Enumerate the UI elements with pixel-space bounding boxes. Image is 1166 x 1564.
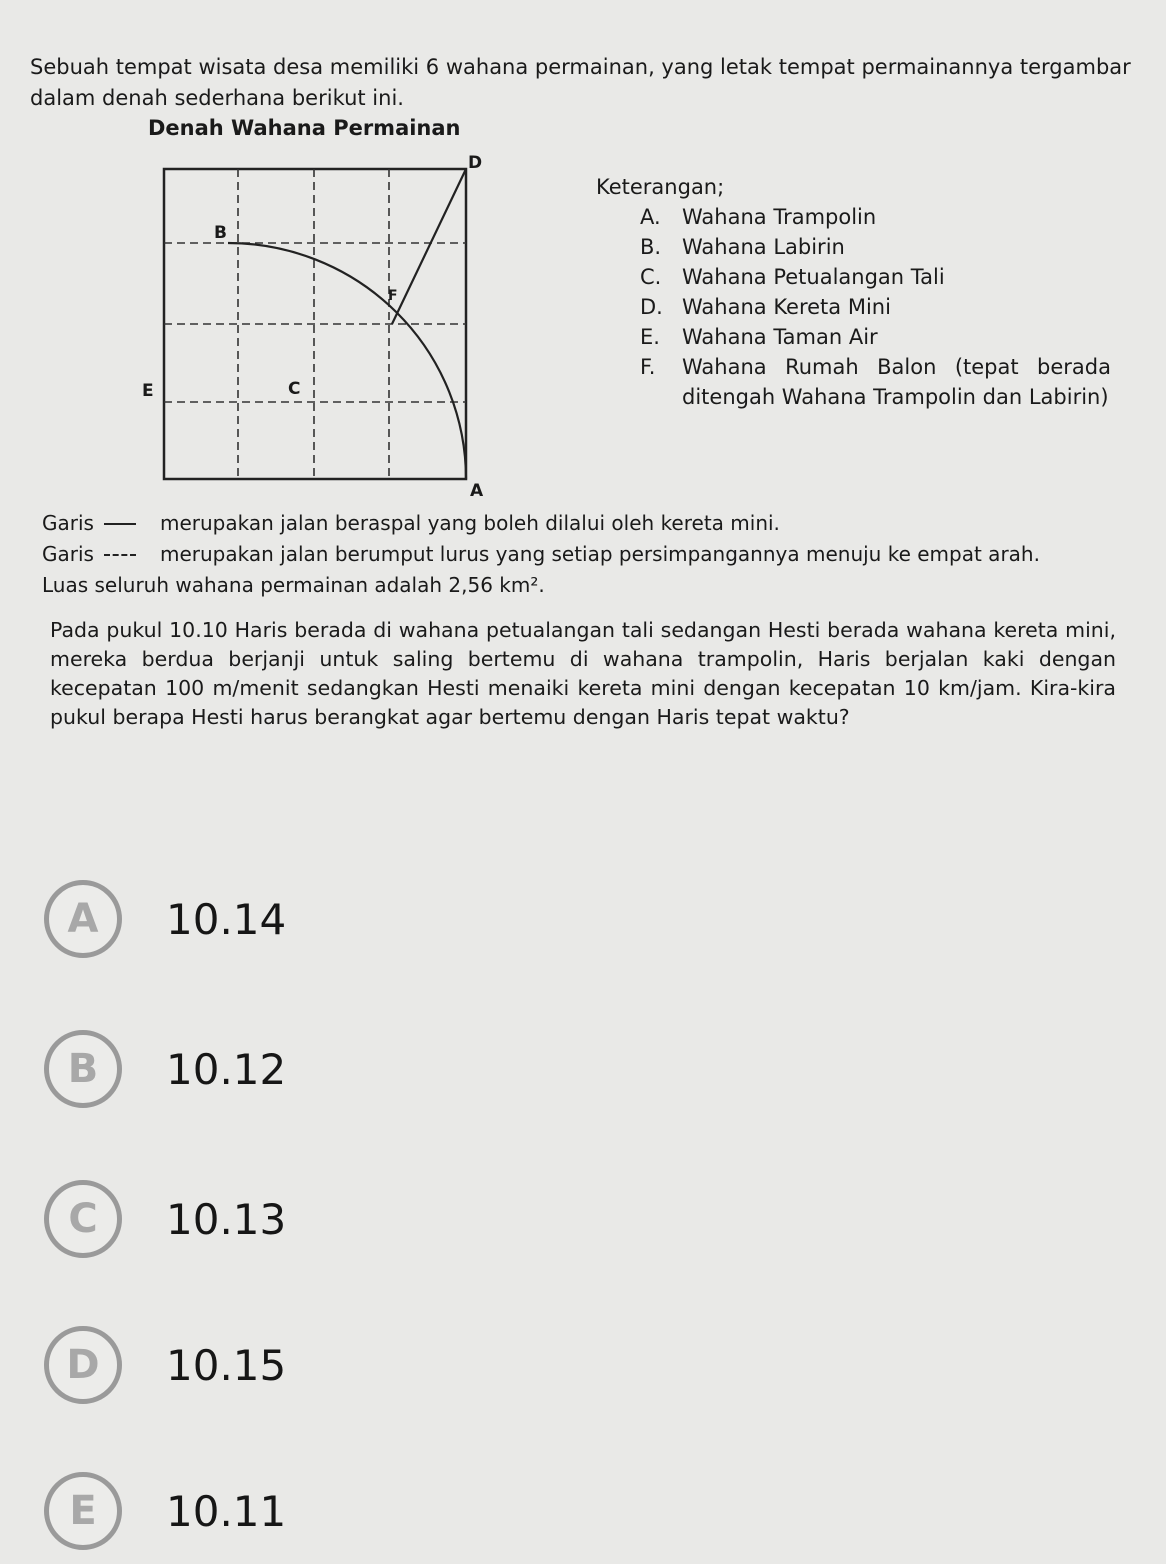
option-a[interactable]	[44, 880, 286, 958]
map-label-c: C	[288, 379, 301, 399]
dashed-line-note	[42, 539, 1122, 570]
option-value: 10.14	[166, 894, 287, 944]
legend-text: Wahana Kereta Mini	[682, 295, 891, 319]
option-c[interactable]	[44, 1180, 286, 1258]
option-value: 10.15	[166, 1340, 287, 1390]
legend-item-d	[640, 292, 1111, 322]
legend-item-b	[640, 232, 1111, 262]
legend-text: Wahana Taman Air	[682, 325, 878, 349]
solid-line-icon	[104, 523, 160, 525]
option-badge[interactable]: E	[44, 1472, 122, 1550]
legend-item-f	[640, 352, 1111, 412]
map-label-e: E	[142, 381, 154, 401]
question-text: Pada pukul 10.10 Haris berada di wahana petualangan tali sedangan Hesti berada wahana kereta mini, mereka berdua berjanji untuk saling bertemu di wahana trampolin, Haris berjalan kaki dengan kecepatan 100 m/menit sedangkan Hesti menaiki kereta mini dengan kecepatan 10 km/jam. Kira-kira pukul berapa Hesti harus berangkat agar bertemu dengan Haris tepat waktu?	[50, 618, 1116, 729]
legend-letter: D.	[640, 295, 663, 319]
dashed-line-icon	[104, 554, 160, 556]
intro-text: Sebuah tempat wisata desa memiliki 6 wahana permainan, yang letak tempat permainannya tergambar dalam denah sederhana berikut ini.	[30, 55, 1131, 110]
park-map	[130, 148, 500, 508]
legend-letter: F.	[640, 355, 656, 379]
map-label-a: A	[470, 481, 484, 501]
legend-item-c	[640, 262, 1111, 292]
arc-road	[228, 243, 466, 479]
legend-letter: C.	[640, 265, 662, 289]
legend-text: Wahana Trampolin	[682, 205, 877, 229]
note-text: merupakan jalan beraspal yang boleh dilalui oleh kereta mini.	[160, 511, 780, 535]
note-label: Garis	[42, 511, 94, 535]
option-value: 10.12	[166, 1044, 287, 1094]
legend-letter: E.	[640, 325, 660, 349]
option-badge[interactable]: A	[44, 880, 122, 958]
solid-line-note	[42, 508, 1122, 539]
option-value: 10.11	[166, 1486, 287, 1536]
legend-letter: A.	[640, 205, 661, 229]
map-title: Denah Wahana Permainan	[148, 116, 461, 140]
area-note	[42, 570, 1122, 601]
legend-letter: B.	[640, 235, 662, 259]
option-badge[interactable]: C	[44, 1180, 122, 1258]
option-b[interactable]	[44, 1030, 286, 1108]
legend	[596, 172, 1111, 412]
note-text: merupakan jalan berumput lurus yang setiap persimpangannya menuju ke empat arah.	[160, 542, 1040, 566]
legend-text: Wahana Rumah Balon (tepat berada ditengah Wahana Trampolin dan Labirin)	[682, 355, 1111, 409]
straight-road	[392, 169, 466, 324]
option-d[interactable]	[44, 1326, 286, 1404]
legend-heading: Keterangan;	[596, 175, 725, 199]
legend-item-e	[640, 322, 1111, 352]
option-badge[interactable]: D	[44, 1326, 122, 1404]
line-notes	[42, 508, 1122, 601]
area-text: Luas seluruh wahana permainan adalah 2,56 km².	[42, 573, 545, 597]
grass-paths	[164, 169, 466, 479]
map-label-f: F	[388, 288, 398, 304]
map-label-b: B	[214, 223, 227, 243]
map-label-d: D	[468, 153, 483, 173]
legend-text: Wahana Petualangan Tali	[682, 265, 945, 289]
note-label: Garis	[42, 542, 94, 566]
legend-item-a	[640, 202, 1111, 232]
option-e[interactable]	[44, 1472, 286, 1550]
legend-text: Wahana Labirin	[682, 235, 845, 259]
option-badge[interactable]: B	[44, 1030, 122, 1108]
option-value: 10.13	[166, 1194, 287, 1244]
